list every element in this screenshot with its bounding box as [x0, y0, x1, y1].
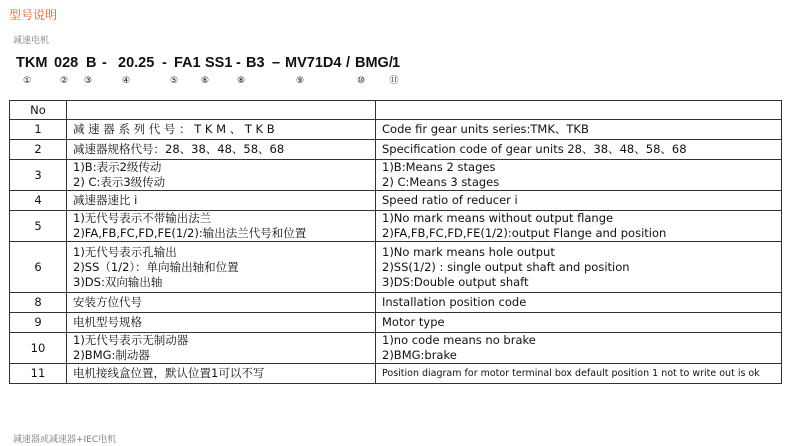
cn-line: 2)SS（1/2）：单向输出轴和位置 — [73, 259, 239, 274]
row-description-en — [376, 160, 782, 191]
code-markers — [0, 74, 800, 92]
en-line: 2)BMG:brake — [382, 348, 457, 362]
row-number: 2 — [10, 140, 67, 160]
footer-note: 减速器或减速器+IEC电机 — [13, 435, 117, 445]
row-description-en — [376, 211, 782, 242]
table-row — [10, 140, 782, 160]
marker-6: ⑥ — [200, 76, 210, 86]
code-part-series: TKM — [16, 55, 48, 71]
header-no: No — [10, 101, 67, 120]
en-line: 2) C:Means 3 stages — [382, 175, 500, 189]
table-row — [10, 313, 782, 333]
cn-line: 1)无代号表示无制动器 — [73, 333, 189, 347]
row-description-cn — [67, 293, 376, 313]
cn-line: 安装方位代号 — [73, 295, 142, 309]
row-number: 1 — [10, 120, 67, 140]
code-part-size: 028 — [54, 55, 79, 71]
cn-line: 减速器规格代号：28、38、48、58、68 — [73, 142, 285, 156]
row-description-en — [376, 364, 782, 384]
row-number: 10 — [10, 333, 67, 364]
table-header-row — [10, 101, 782, 120]
row-description-cn — [67, 160, 376, 191]
row-description-cn — [67, 313, 376, 333]
marker-10: ⑩ — [356, 76, 366, 86]
en-line: 1)no code means no brake — [382, 333, 536, 347]
cn-line: 3)DS:双向输出轴 — [73, 274, 163, 289]
row-description-cn — [67, 333, 376, 364]
en-line: 3)DS:Double output shaft — [382, 274, 529, 289]
code-part-terminal: 1 — [392, 55, 401, 71]
cn-line: 2)FA,FB,FC,FD,FE(1/2):输出法兰代号和位置 — [73, 226, 307, 240]
en-line: 1)No mark means without output flange — [382, 211, 614, 225]
row-description-en — [376, 293, 782, 313]
row-description-cn — [67, 191, 376, 211]
table-row — [10, 211, 782, 242]
en-line: Code fir gear units series:TMK、TKB — [382, 122, 589, 136]
marker-4: ④ — [121, 76, 131, 86]
cn-line: 2)BMG:制动器 — [73, 348, 150, 362]
row-description-cn — [67, 140, 376, 160]
section-title: 型号说明 — [9, 8, 58, 22]
row-number: 8 — [10, 293, 67, 313]
code-part-shaft: SS1 — [205, 55, 233, 71]
row-description-en — [376, 191, 782, 211]
code-part-brake: BMG/ — [355, 55, 393, 71]
cn-line: 减速器速比 i — [73, 193, 138, 207]
table-row — [10, 191, 782, 211]
code-part-mounting: B3 — [246, 55, 265, 71]
en-line: 2)SS(1/2) : single output shaft and position — [382, 259, 630, 274]
en-line: Motor type — [382, 315, 445, 329]
header-en — [376, 101, 782, 120]
cn-line: 电机接线盒位置，默认位置1可以不写 — [73, 366, 265, 380]
row-number: 9 — [10, 313, 67, 333]
row-number: 5 — [10, 211, 67, 242]
marker-2: ② — [59, 76, 69, 86]
code-part-slash: / — [346, 55, 351, 71]
cn-line: 1)无代号表示不带输出法兰 — [73, 211, 212, 225]
marker-9: ⑨ — [295, 76, 305, 86]
en-line: Installation position code — [382, 295, 527, 309]
table-row — [10, 242, 782, 293]
code-part-dash-1: - — [102, 55, 107, 71]
row-description-cn — [67, 364, 376, 384]
en-line: 2)FA,FB,FC,FD,FE(1/2):output Flange and position — [382, 226, 667, 240]
code-part-ratio: 20.25 — [118, 55, 155, 71]
row-description-cn — [67, 242, 376, 293]
marker-5: ⑤ — [169, 76, 179, 86]
row-number: 3 — [10, 160, 67, 191]
marker-8: ⑧ — [236, 76, 246, 86]
subtitle: 减速电机 — [13, 36, 50, 46]
code-part-dash-3: - — [236, 55, 241, 71]
en-line: 1)B:Means 2 stages — [382, 160, 496, 174]
row-description-cn — [67, 211, 376, 242]
row-description-en — [376, 120, 782, 140]
table-row — [10, 160, 782, 191]
en-line: Position diagram for motor terminal box default position 1 not to write out is ok — [382, 368, 760, 379]
table-row — [10, 293, 782, 313]
row-number: 4 — [10, 191, 67, 211]
cn-line: 1)B:表示2级传动 — [73, 160, 162, 174]
en-line: Speed ratio of reducer i — [382, 193, 518, 207]
cn-line: 2) C:表示3级传动 — [73, 175, 166, 189]
row-description-en — [376, 313, 782, 333]
code-part-dash-2: - — [162, 55, 167, 71]
table-row — [10, 333, 782, 364]
row-description-en — [376, 140, 782, 160]
code-part-flange: FA1 — [174, 55, 201, 71]
cn-line: 电机型号规格 — [73, 315, 142, 329]
table-row — [10, 364, 782, 384]
marker-3: ③ — [83, 76, 93, 86]
row-description-cn — [67, 120, 376, 140]
en-line: 1)No mark means hole output — [382, 244, 555, 259]
marker-1: ① — [22, 76, 32, 86]
row-number: 6 — [10, 242, 67, 293]
table-row — [10, 120, 782, 140]
row-description-en — [376, 242, 782, 293]
row-number: 11 — [10, 364, 67, 384]
spec-table — [9, 100, 782, 384]
row-description-en — [376, 333, 782, 364]
marker-11: ⑪ — [389, 76, 399, 86]
header-cn — [67, 101, 376, 120]
code-part-dash-4: – — [272, 55, 281, 71]
code-part-motor: MV71D4 — [285, 55, 342, 71]
cn-line: 减 速 器 系 列 代 号 ： T K M 、 T K B — [73, 122, 275, 136]
en-line: Specification code of gear units 28、38、48、58、68 — [382, 142, 687, 156]
cn-line: 1)无代号表示孔输出 — [73, 244, 177, 259]
code-part-stages: B — [86, 55, 97, 71]
